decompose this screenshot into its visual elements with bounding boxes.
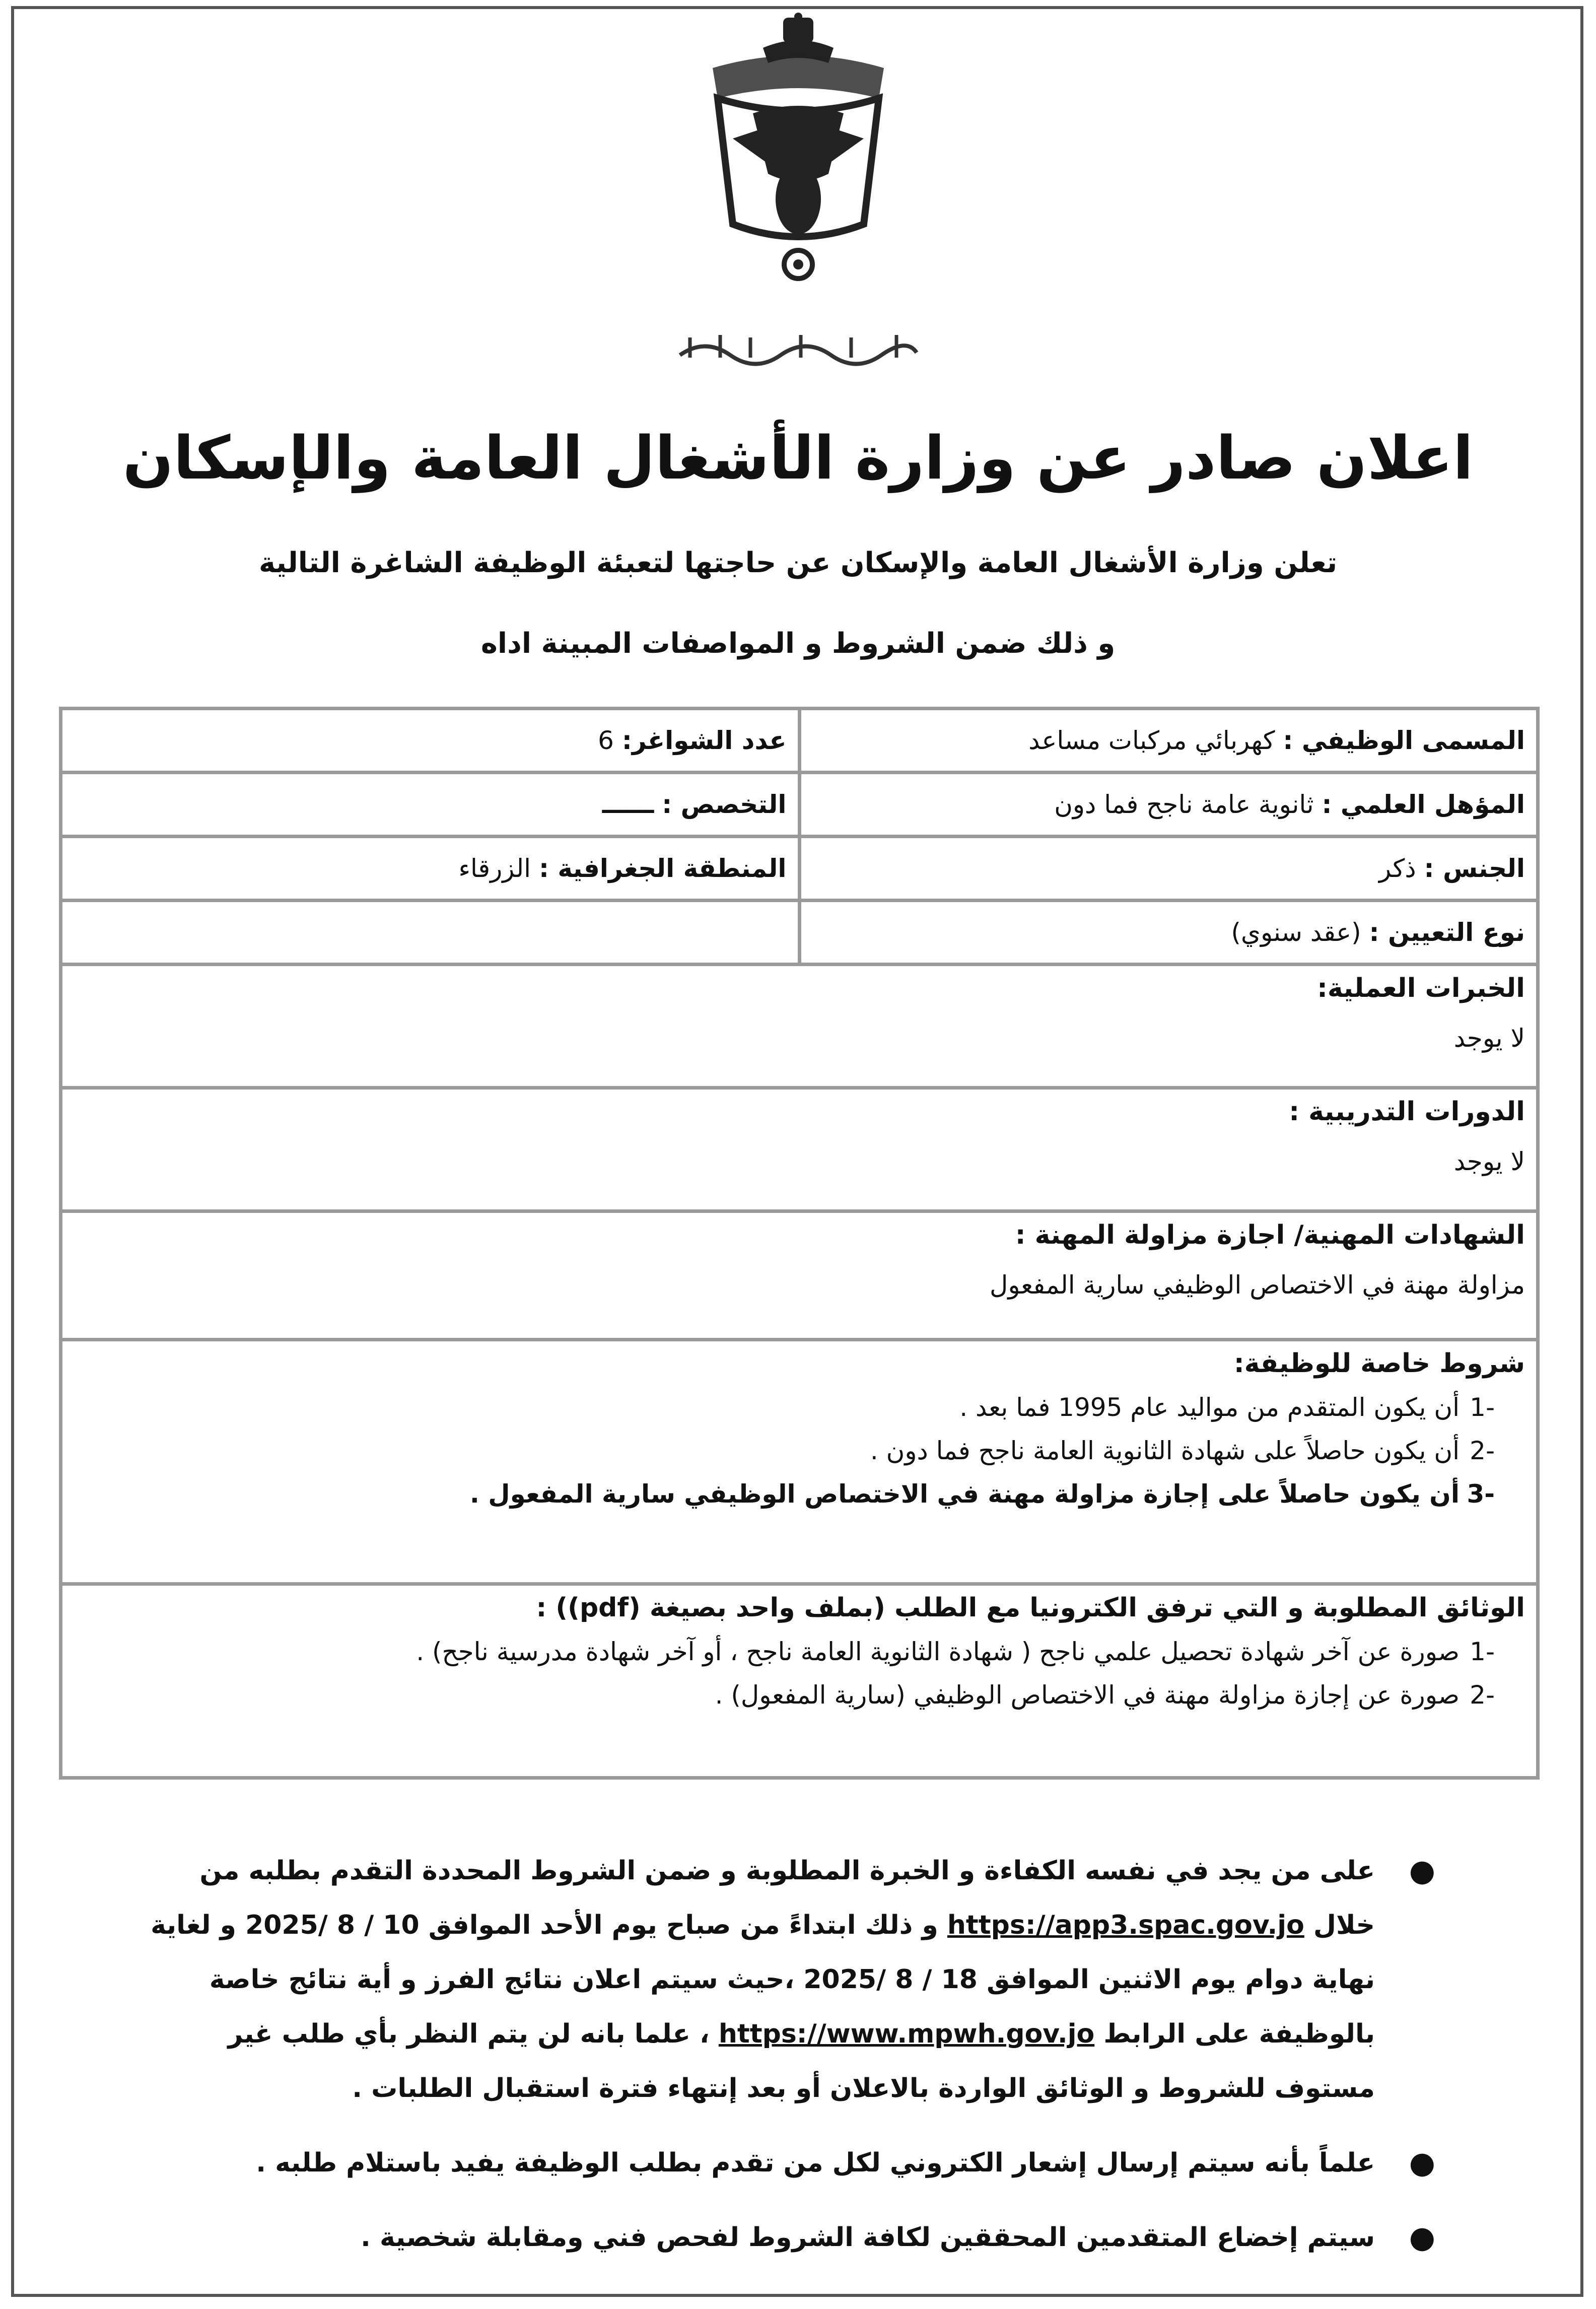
table-row [61,709,1538,773]
table-row [61,965,1538,1088]
table-row [61,773,1538,837]
list-item: -1صورة عن آخر شهادة تحصيل علمي ناجح ( شهادة الثانوية العامة ناجح ، أو آخر شهادة مدرسية ناجح) . [416,1637,1495,1666]
courses-cell: الدورات التدريبية : لا يوجد [61,1088,1538,1211]
table-row [61,1088,1538,1211]
table-row [61,1340,1538,1584]
mpwh-link[interactable]: https://www.mpwh.gov.jo [718,2019,1095,2049]
job-details-table [59,707,1540,1780]
list-item: -2صورة عن إجازة مزاولة مهنة في الاختصاص الوظيفي (سارية المفعول) . [715,1680,1495,1710]
certificates-cell: الشهادات المهنية/ اجازة مزاولة المهنة : مزاولة مهنة في الاختصاص الوظيفي سارية المفعول [61,1211,1538,1340]
notes-section [131,1844,1435,2285]
table-row [61,837,1538,901]
spac-link[interactable]: https://app3.spac.gov.jo [947,1910,1304,1940]
list-item: -1أن يكون المتقدم من مواليد عام 1995 فما بعد . [959,1393,1495,1422]
note-interview: ● سيتم إخضاع المتقدمين المحققين لكافة الشروط لفحص فني ومقابلة شخصية . [131,2210,1375,2265]
specialization-cell: التخصص : ــــــ [61,773,800,837]
documents-list [74,1637,1525,1710]
conditions-list [74,1393,1525,1509]
gender-cell: الجنس : ذكر [799,837,1538,901]
emblem-caption-calligraphy [675,327,922,368]
bullet-icon: ● [1409,2220,1435,2255]
bullet-icon: ● [1409,1853,1435,1888]
table-row [61,1211,1538,1340]
qualification-cell: المؤهل العلمي : ثانوية عامة ناجح فما دون [799,773,1538,837]
vacancies-cell: عدد الشواغر: 6 [61,709,800,773]
table-row [61,1584,1538,1778]
appointment-cell: نوع التعيين : (عقد سنوي) [799,901,1538,965]
special-conditions-cell: شروط خاصة للوظيفة: -1أن يكون المتقدم من مواليد عام 1995 فما بعد . -2أن يكون حاصلاً على شهادة الثانوية العامة ناجح فما دون . -3أن يكون حاصلاً على إجازة مزاولة مهنة في الاختصاص الوظيفي سارية المفعول . [61,1340,1538,1584]
note-application: ● على من يجد في نفسه الكفاءة و الخبرة المطلوبة و ضمن الشروط المحددة التقدم بطلبه من خلال https://app3.spac.gov.jo و ذلك ابتداءً من صباح يوم الأحد الموافق 10 / 8 /2025 و لغاية نهاية دوام يوم الاثنين الموافق 18 / 8 /2025 ،حيث سيتم اعلان نتائج الفرز و أية نتائج خاصة بالوظيفة على الرابط https://www.mpwh.gov.jo ، علما بانه لن يتم النظر بأي طلب غير مستوف للشروط و الوثائق الواردة بالاعلان أو بعد إنتهاء فترة استقبال الطلبات . [131,1844,1375,2116]
coat-of-arms-emblem [703,13,894,300]
list-item: -3أن يكون حاصلاً على إجازة مزاولة مهنة في الاختصاص الوظيفي سارية المفعول . [469,1479,1495,1509]
table-row [61,901,1538,965]
subtitle-line-1: تعلن وزارة الأشغال العامة والإسكان عن حاجتها لتعبئة الوظيفة الشاغرة التالية [258,547,1338,579]
page-title: اعلان صادر عن وزارة الأشغال العامة والإسكان [122,423,1474,493]
job-title-cell: المسمى الوظيفي : كهربائي مركبات مساعد [799,709,1538,773]
bullet-icon: ● [1409,2145,1435,2181]
experience-cell: الخبرات العملية: لا يوجد [61,965,1538,1088]
list-item: -2أن يكون حاصلاً على شهادة الثانوية العامة ناجح فما دون . [870,1436,1495,1465]
required-documents-cell: الوثائق المطلوبة و التي ترفق الكترونيا مع الطلب (بملف واحد بصيغة (pdf)) : -1صورة عن آخر شهادة تحصيل علمي ناجح ( شهادة الثانوية العامة ناجح ، أو آخر شهادة مدرسية ناجح) . -2صورة عن إجازة مزاولة مهنة في الاختصاص الوظيفي (سارية المفعول) . [61,1584,1538,1778]
note-email-confirmation: ● علماً بأنه سيتم إرسال إشعار الكتروني لكل من تقدم بطلب الوظيفة يفيد باستلام طلبه . [131,2136,1375,2190]
region-cell: المنطقة الجغرافية : الزرقاء [61,837,800,901]
empty-cell [61,901,800,965]
subtitle-line-2: و ذلك ضمن الشروط و المواصفات المبينة اداه [480,627,1116,660]
